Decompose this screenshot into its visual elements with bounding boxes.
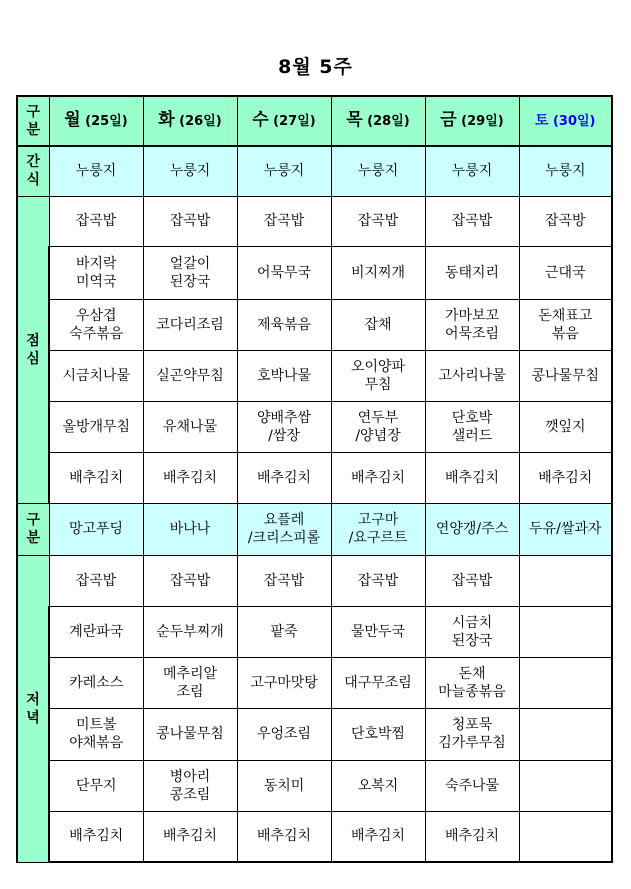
menu-cell: 잡곡밥 [49,196,143,246]
menu-cell: 누룽지 [519,146,612,196]
menu-cell: 실곤약무침 [143,350,237,401]
dinner-row [17,760,612,811]
day-name: 금 [440,110,457,130]
menu-cell: 콩나물무침 [143,708,237,760]
menu-cell: 잡곡밥 [143,555,237,606]
day-date: (26일) [179,114,222,129]
menu-cell: 동태지리 [425,246,519,299]
menu-cell: 요플레 /크리스피롤 [237,503,331,555]
menu-cell [519,708,612,760]
menu-cell: 누룽지 [425,146,519,196]
menu-cell: 연두부 /양념장 [331,401,425,452]
dinner-row [17,657,612,708]
day-header [425,96,519,146]
menu-cell: 배추김치 [143,452,237,503]
menu-cell: 팥죽 [237,606,331,657]
menu-cell: 호박나물 [237,350,331,401]
menu-cell: 배추김치 [331,452,425,503]
day-header [331,96,425,146]
menu-cell: 두유/쌀과자 [519,503,612,555]
menu-cell: 망고푸딩 [49,503,143,555]
menu-cell: 시금치 된장국 [425,606,519,657]
menu-cell: 배추김치 [425,811,519,862]
menu-cell: 잡곡밥 [237,196,331,246]
day-date: (30일) [552,113,596,129]
menu-cell: 고사리나물 [425,350,519,401]
day-name: 토 [534,112,549,129]
menu-cell: 대구무조림 [331,657,425,708]
menu-cell: 메추리알 조림 [143,657,237,708]
menu-cell: 코다리조림 [143,299,237,350]
menu-cell: 어묵무국 [237,246,331,299]
menu-cell [519,606,612,657]
menu-cell: 우삼겹 숙주볶음 [49,299,143,350]
lunch-row [17,350,612,401]
menu-cell: 계란파국 [49,606,143,657]
menu-cell: 연양갱/주스 [425,503,519,555]
menu-cell: 잡곡밥 [237,555,331,606]
afternoon-snack-row [17,503,612,555]
menu-cell: 고구마맛탕 [237,657,331,708]
dinner-row [17,811,612,862]
menu-cell: 제육볶음 [237,299,331,350]
menu-cell: 양배추쌈 /쌈장 [237,401,331,452]
menu-cell: 잡곡밥 [143,196,237,246]
menu-cell: 배추김치 [49,811,143,862]
menu-cell: 우엉조림 [237,708,331,760]
menu-cell [519,811,612,862]
menu-cell: 배추김치 [143,811,237,862]
lunch-row [17,452,612,503]
menu-cell: 유채나물 [143,401,237,452]
menu-cell: 순두부찌개 [143,606,237,657]
menu-cell: 단호박 샐러드 [425,401,519,452]
menu-cell: 잡곡방 [519,196,612,246]
lunch-row [17,299,612,350]
day-date: (28일) [367,114,410,129]
dinner-row [17,606,612,657]
menu-cell: 단호박찜 [331,708,425,760]
dinner-row [17,708,612,760]
day-header [143,96,237,146]
menu-cell: 얼갈이 된장국 [143,246,237,299]
day-name: 목 [346,110,363,130]
snack-label: 간식 [17,146,49,196]
day-header [519,96,612,146]
menu-cell: 콩나물무침 [519,350,612,401]
header-row [17,96,612,146]
menu-cell: 시금치나물 [49,350,143,401]
menu-cell: 오이양파 무침 [331,350,425,401]
day-name: 월 [64,110,81,130]
menu-cell: 청포묵 김가루무침 [425,708,519,760]
menu-cell: 배추김치 [237,811,331,862]
lunch-label: 점 심 [17,196,49,503]
menu-cell: 누룽지 [49,146,143,196]
menu-cell: 카레소스 [49,657,143,708]
menu-cell: 배추김치 [425,452,519,503]
menu-cell: 잡곡밥 [331,555,425,606]
afternoon-label: 구분 [17,503,49,555]
dinner-row [17,555,612,606]
menu-cell: 배추김치 [237,452,331,503]
day-date: (25일) [85,114,128,129]
menu-cell: 바나나 [143,503,237,555]
menu-cell: 누룽지 [331,146,425,196]
menu-cell: 잡채 [331,299,425,350]
menu-cell: 배추김치 [519,452,612,503]
page-title: 8월 5주 [278,56,353,78]
day-name: 수 [252,110,269,130]
day-header [237,96,331,146]
menu-cell: 고구마 /요구르트 [331,503,425,555]
menu-cell: 누룽지 [237,146,331,196]
lunch-row [17,196,612,246]
menu-cell: 오복지 [331,760,425,811]
day-date: (29일) [461,114,504,129]
snack-row [17,146,612,196]
menu-cell [519,657,612,708]
menu-cell [519,555,612,606]
lunch-row [17,246,612,299]
meal-menu-table [16,95,613,863]
menu-cell: 병아리 콩조림 [143,760,237,811]
menu-cell: 깻잎지 [519,401,612,452]
category-header: 구분 [17,96,49,146]
menu-cell: 물만두국 [331,606,425,657]
menu-cell: 근대국 [519,246,612,299]
menu-cell: 잡곡밥 [425,196,519,246]
menu-cell: 돈채 마늘종볶음 [425,657,519,708]
menu-cell [519,760,612,811]
day-name: 화 [158,110,175,130]
menu-cell: 배추김치 [331,811,425,862]
day-date: (27일) [273,114,316,129]
dinner-label: 저 녁 [17,555,49,862]
menu-cell: 미트볼 야채볶음 [49,708,143,760]
menu-cell: 가마보꼬 어묵조림 [425,299,519,350]
menu-cell: 잡곡밥 [425,555,519,606]
menu-cell: 숙주나물 [425,760,519,811]
menu-cell: 돈채표고 볶음 [519,299,612,350]
menu-cell: 배추김치 [49,452,143,503]
lunch-row [17,401,612,452]
menu-cell: 단무지 [49,760,143,811]
menu-cell: 동치미 [237,760,331,811]
menu-cell: 잡곡밥 [49,555,143,606]
menu-cell: 잡곡밥 [331,196,425,246]
menu-cell: 바지락 미역국 [49,246,143,299]
menu-cell: 올방개무침 [49,401,143,452]
day-header [49,96,143,146]
menu-cell: 누룽지 [143,146,237,196]
menu-cell: 비지찌개 [331,246,425,299]
